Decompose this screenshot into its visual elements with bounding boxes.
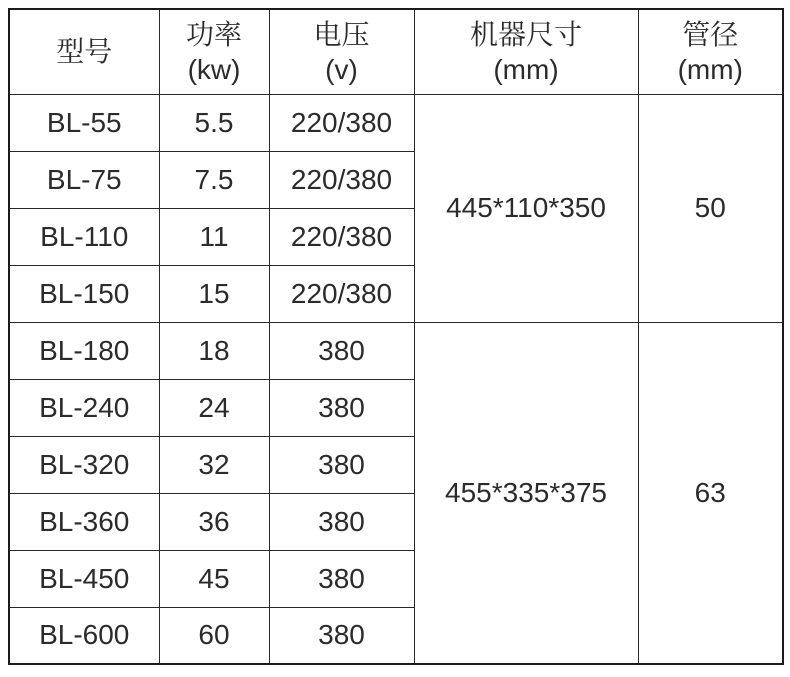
- power-cell: 5.5: [159, 94, 269, 151]
- dimensions-cell: 455*335*375: [414, 322, 638, 664]
- pipe-diameter-cell: 63: [638, 322, 783, 664]
- col-header-voltage-label: 电压: [313, 18, 370, 50]
- col-header-power-unit: (kw): [187, 53, 241, 85]
- model-cell: BL-110: [9, 208, 159, 265]
- power-cell: 45: [159, 550, 269, 607]
- power-cell: 32: [159, 436, 269, 493]
- model-cell: BL-320: [9, 436, 159, 493]
- col-header-pipe-diameter-unit: (mm): [677, 53, 743, 85]
- voltage-cell: 380: [269, 322, 414, 379]
- power-cell: 7.5: [159, 151, 269, 208]
- model-cell: BL-600: [9, 607, 159, 664]
- col-header-power: [159, 9, 269, 94]
- col-header-pipe-diameter: [638, 9, 783, 94]
- voltage-cell: 220/380: [269, 94, 414, 151]
- col-header-voltage: [269, 9, 414, 94]
- model-cell: BL-55: [9, 94, 159, 151]
- power-cell: 36: [159, 493, 269, 550]
- voltage-cell: 220/380: [269, 151, 414, 208]
- col-header-dimensions-label: 机器尺寸: [469, 18, 582, 50]
- header-row: [9, 9, 783, 94]
- model-cell: BL-450: [9, 550, 159, 607]
- voltage-cell: 380: [269, 493, 414, 550]
- power-cell: 11: [159, 208, 269, 265]
- voltage-cell: 380: [269, 607, 414, 664]
- spec-table: [8, 8, 784, 665]
- table-row: [9, 322, 783, 379]
- voltage-cell: 380: [269, 550, 414, 607]
- model-cell: BL-180: [9, 322, 159, 379]
- voltage-cell: 380: [269, 436, 414, 493]
- voltage-cell: 220/380: [269, 208, 414, 265]
- col-header-power-label: 功率: [185, 18, 242, 50]
- voltage-cell: 380: [269, 379, 414, 436]
- model-cell: BL-360: [9, 493, 159, 550]
- power-cell: 24: [159, 379, 269, 436]
- col-header-voltage-unit: (v): [325, 53, 358, 85]
- model-cell: BL-75: [9, 151, 159, 208]
- model-cell: BL-240: [9, 379, 159, 436]
- col-header-model-label: 型号: [56, 36, 113, 68]
- col-header-pipe-diameter-label: 管径: [682, 18, 739, 50]
- voltage-cell: 220/380: [269, 265, 414, 322]
- col-header-model: [9, 9, 159, 94]
- power-cell: 60: [159, 607, 269, 664]
- power-cell: 18: [159, 322, 269, 379]
- spec-table-body: [9, 94, 783, 664]
- dimensions-cell: 445*110*350: [414, 94, 638, 322]
- pipe-diameter-cell: 50: [638, 94, 783, 322]
- power-cell: 15: [159, 265, 269, 322]
- col-header-dimensions: [414, 9, 638, 94]
- model-cell: BL-150: [9, 265, 159, 322]
- table-row: [9, 94, 783, 151]
- col-header-dimensions-unit: (mm): [493, 53, 559, 85]
